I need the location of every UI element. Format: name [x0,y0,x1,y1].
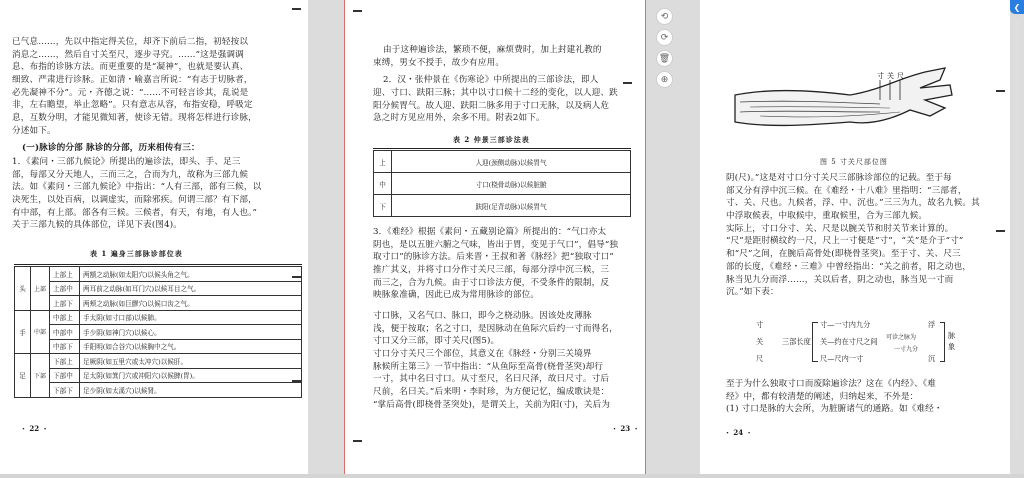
table-cell-part: 下 [374,195,392,217]
rotate-ccw-icon[interactable]: ⟲ [656,8,673,25]
table-1-top-rule [14,264,302,265]
length-diagram [756,320,966,370]
figure-label-cun: 寸 [877,72,884,80]
table-cell-desc: 手太阴(如寸口部)以候肺。 [80,310,302,325]
table-2-caption: 表 2 仲景三部诊法表 [453,135,530,144]
margin-mark [292,276,301,278]
diagram-sink: 沉 [928,354,936,363]
diagram-mid: 关—约在寸尺之间 [820,337,878,346]
table-row [15,267,302,282]
page-gap [308,0,344,478]
table-row [15,354,302,369]
table-cell-part: 上部 [31,267,50,311]
diagram-note-1: 可诊之脉为 [886,334,917,341]
table-cell-sub: 下部下 [50,383,80,398]
table-cell-sub: 中部下 [50,339,80,354]
margin-mark [353,10,362,12]
page3-paragraph-2: 至于为什么独取寸口而废除遍诊法？这在《内经》、《难 经》中，都有较清楚的阐述，归纳起来，不外是： (1) 寸口是脉的大会所，为脏腑诸气的通路。如《难经・ [726,379,943,415]
table-cell-sub: 下部中 [50,368,80,383]
vertical-scrollbar[interactable] [1014,20,1019,440]
table-cell-desc: 两额之动脉(如太阳穴)以候头角之气。 [80,267,302,282]
table-cell-sub: 上部中 [50,281,80,296]
table-cell-desc: 趺阳(足背动脉)以候胃气 [392,195,631,217]
diagram-row-chi: 尺 [756,354,764,363]
figure-5-caption: 图 5 寸关尺部位图 [820,158,888,166]
table-2 [373,150,631,217]
document-page-24 [700,0,1010,478]
table-cell-part: 上 [374,151,392,173]
wrist-figure [730,50,960,150]
table-row [15,368,302,383]
table-cell-sub: 下部上 [50,354,80,369]
table-cell-group: 足 [15,354,31,398]
diagram-note-2: 一寸九分 [894,346,919,353]
table-row [374,195,631,217]
table-row [15,296,302,311]
margin-mark [353,440,362,442]
page-number: ・ 23 ・ [611,424,640,433]
diagram-brace-right [940,322,945,362]
table-row [15,325,302,340]
table-cell-group: 手 [15,310,31,354]
figure-label-chi: 尺 [897,72,904,80]
table-row [15,339,302,354]
page3-paragraph-1: 阴(尺)。”这是对寸口分寸关尺三部脉诊部位的记载。至于每 部又分有浮中沉三候。在《难经・十八难》里指明：“三部者， 寸、关、尺也。九候者，浮、中、沉也。”三三为九，故名九候。其 中浮取候表，中取候中，重取候里，合为三部九候。 实际上，寸口分寸、关、尺是以腕关节和肘关节来计算的。 “尺”是距肘横纹约一尺，尺上一寸便是“寸”，“关”是介于“寸” 和“尺”之间，在腕后高骨处(即桡骨茎突)。至于寸、关、尺三 部的长度，《难经・三难》中曾经指出：“关之前者，阳之动也， 脉当见九分而浮……，关以后者，阴之动也，脉当见一寸而 沉。”如下表： [726,173,980,298]
table-cell-desc: 两耳前之动脉(如耳门穴)以候耳目之气。 [80,281,302,296]
page2-paragraph-4: 寸口脉，又名气口、脉口，即今之桡动脉。因该处皮薄脉 浅，便于按取；名之寸口，是因脉动在鱼际穴后约一寸而得名， 寸口又分三部，即寸关尺(图5)。 寸口分寸关尺三个部位，其意义在《脉经・分别三关境界 脉候所主第三》一节中指出：“从鱼际至高骨(桡骨茎突)却行 一寸，其中名曰寸口。从寸至尺，名曰尺泽，故曰尺寸。寸后 尺前，名曰关。”后来明・李时珍，为方便记忆，编成歌诀是： “掌后高骨(即桡骨茎突处)，是谓关上，关前为阳(寸)，关后为 [373,311,618,410]
document-page-22 [0,0,308,478]
diagram-bot: 尺—尺内一寸 [820,354,864,363]
table-cell-part: 中部 [31,310,50,354]
table-cell-group: 头 [15,267,31,311]
table-cell-sub: 中部上 [50,310,80,325]
diagram-left-label: 三部长度 [782,337,811,346]
page1-section-heading: (一)脉诊的分部 脉诊的分部，历来相传有三： [22,143,200,153]
table-cell-part: 下部 [31,354,50,398]
side-panel-toggle-icon[interactable]: ❮ [1010,0,1024,14]
diagram-row-guan: 关 [756,337,764,346]
table-cell-desc: 两颊之动脉(如巨髎穴)以候口齿之气。 [80,296,302,311]
table-cell-desc: 足太阴(如箕门穴或冲阳穴)以候脾(胃)。 [80,368,302,383]
margin-mark [292,380,301,382]
table-row [15,281,302,296]
table-cell-sub: 上部上 [50,267,80,282]
horizontal-scrollbar[interactable] [0,474,1024,478]
page-number: ・ 22 ・ [20,424,49,433]
page-number: ・ 24 ・ [724,428,753,437]
page1-paragraph-2: 1．《素问・三部九候论》所提出的遍诊法，即头、手、足三 部，每部又分天地人，三而三之，合而为九，故称为三部九候 法。如《素问・三部九候论》中指出：“人有三部，部有三候，以 决死生，以处百病，以调虚实，而除邪疾。何谓三部？有下部， 有中部，有上部。部各有三候。三候者，有天，有地，有人也。” 关于三部九候的具体部位，详见下表(图4)。 [12,157,262,231]
table-1 [14,266,302,398]
table-2-top-rule [373,148,631,149]
page2-paragraph-2b: 迎、寸口、趺阳三脉；其中以寸口候十二经的变化，以人迎、趺 阳分候胃气。故人迎、趺阳二脉多用于寸口无脉，以及病人危 急之时方见应用外，余多不用。附表2如下。 [373,88,618,124]
diagram-brace-left [812,322,818,362]
page-toolbar [656,8,674,88]
table-cell-desc: 寸口(桡骨动脉)以候脏腑 [392,173,631,195]
table-cell-sub: 上部下 [50,296,80,311]
table-cell-desc: 人迎(颈侧动脉)以候胃气 [392,151,631,173]
table-cell-desc: 足厥阴(如五里穴或太冲穴)以候肝。 [80,354,302,369]
add-page-icon[interactable]: ⊕ [656,71,673,88]
figure-label-guan: 关 [887,72,894,80]
table-cell-part: 中 [374,173,392,195]
diagram-float: 浮 [928,320,936,329]
table-row [374,173,631,195]
document-page-23 [344,0,646,478]
diagram-result: 脉象 [948,331,956,351]
diagram-top: 寸—一寸内九分 [820,320,871,329]
table-cell-desc: 手少阴(如神门穴)以候心。 [80,325,302,340]
margin-mark [292,8,301,10]
page2-paragraph-3: 3．《难经》根据《素问・五藏别论篇》所提出的：“气口亦太 阴也，是以五脏六腑之气味，皆出于胃，变见于气口”，倡导“独 取寸口”的脉诊方法。后来晋・王叔和著《脉经》把“独取寸口” 推广其义，并将寸口分作寸关尺三部，每部分浮中沉三候，三 而三之，合为九候。由于寸口诊法方便，不受条件的限制，反 映脉象准确，因此已成为常用脉诊的部位。 [373,227,619,301]
table-1-caption: 表 1 遍身三部脉诊部位表 [90,249,183,258]
margin-mark [996,230,1005,232]
table-row [374,151,631,173]
rotate-cw-icon[interactable]: ⟳ [656,29,673,46]
delete-icon[interactable]: 🗑 [656,50,673,67]
table-row [15,310,302,325]
table-cell-desc: 手阳明(如合谷穴)以候胸中之气。 [80,339,302,354]
page1-paragraph-1: 已气息……，先以中指定得关位，却齐下前后二指，初轻按以 消息之……，然后自寸关至尺，逐步寻究。……”这是强调调 息、布指的诊脉方法。而更重要的是“凝神”，也就是要认真、 细致、严肃进行诊脉。正如清・喻嘉言所说：“有志于切脉者， 必先凝神不分”。元・齐德之说：“……不可轻言诊其，乱说是 非，左右瞻望，举止忽略”。只有意志从容，布指安稳，呼吸定 息，互数分明，才能见微知著，使诊无错。现将怎样进行诊脉， 分述如下。 [12,37,257,136]
table-row [15,383,302,398]
table-cell-sub: 中部中 [50,325,80,340]
margin-mark [623,82,632,84]
margin-mark [996,90,1005,92]
page2-paragraph-1b: 束缚，男女不授手，故少有应用。 [373,58,505,68]
page2-paragraph-2: 2．汉・张仲景在《伤寒论》中所提出的三部诊法，即人 [383,75,599,85]
page2-paragraph-1: 由于这种遍诊法，繁琐不便，麻烦费时，加上封建礼教的 [383,45,602,55]
diagram-row-cun: 寸 [756,320,764,329]
table-cell-desc: 足少阴(如太溪穴)以候肾。 [80,383,302,398]
